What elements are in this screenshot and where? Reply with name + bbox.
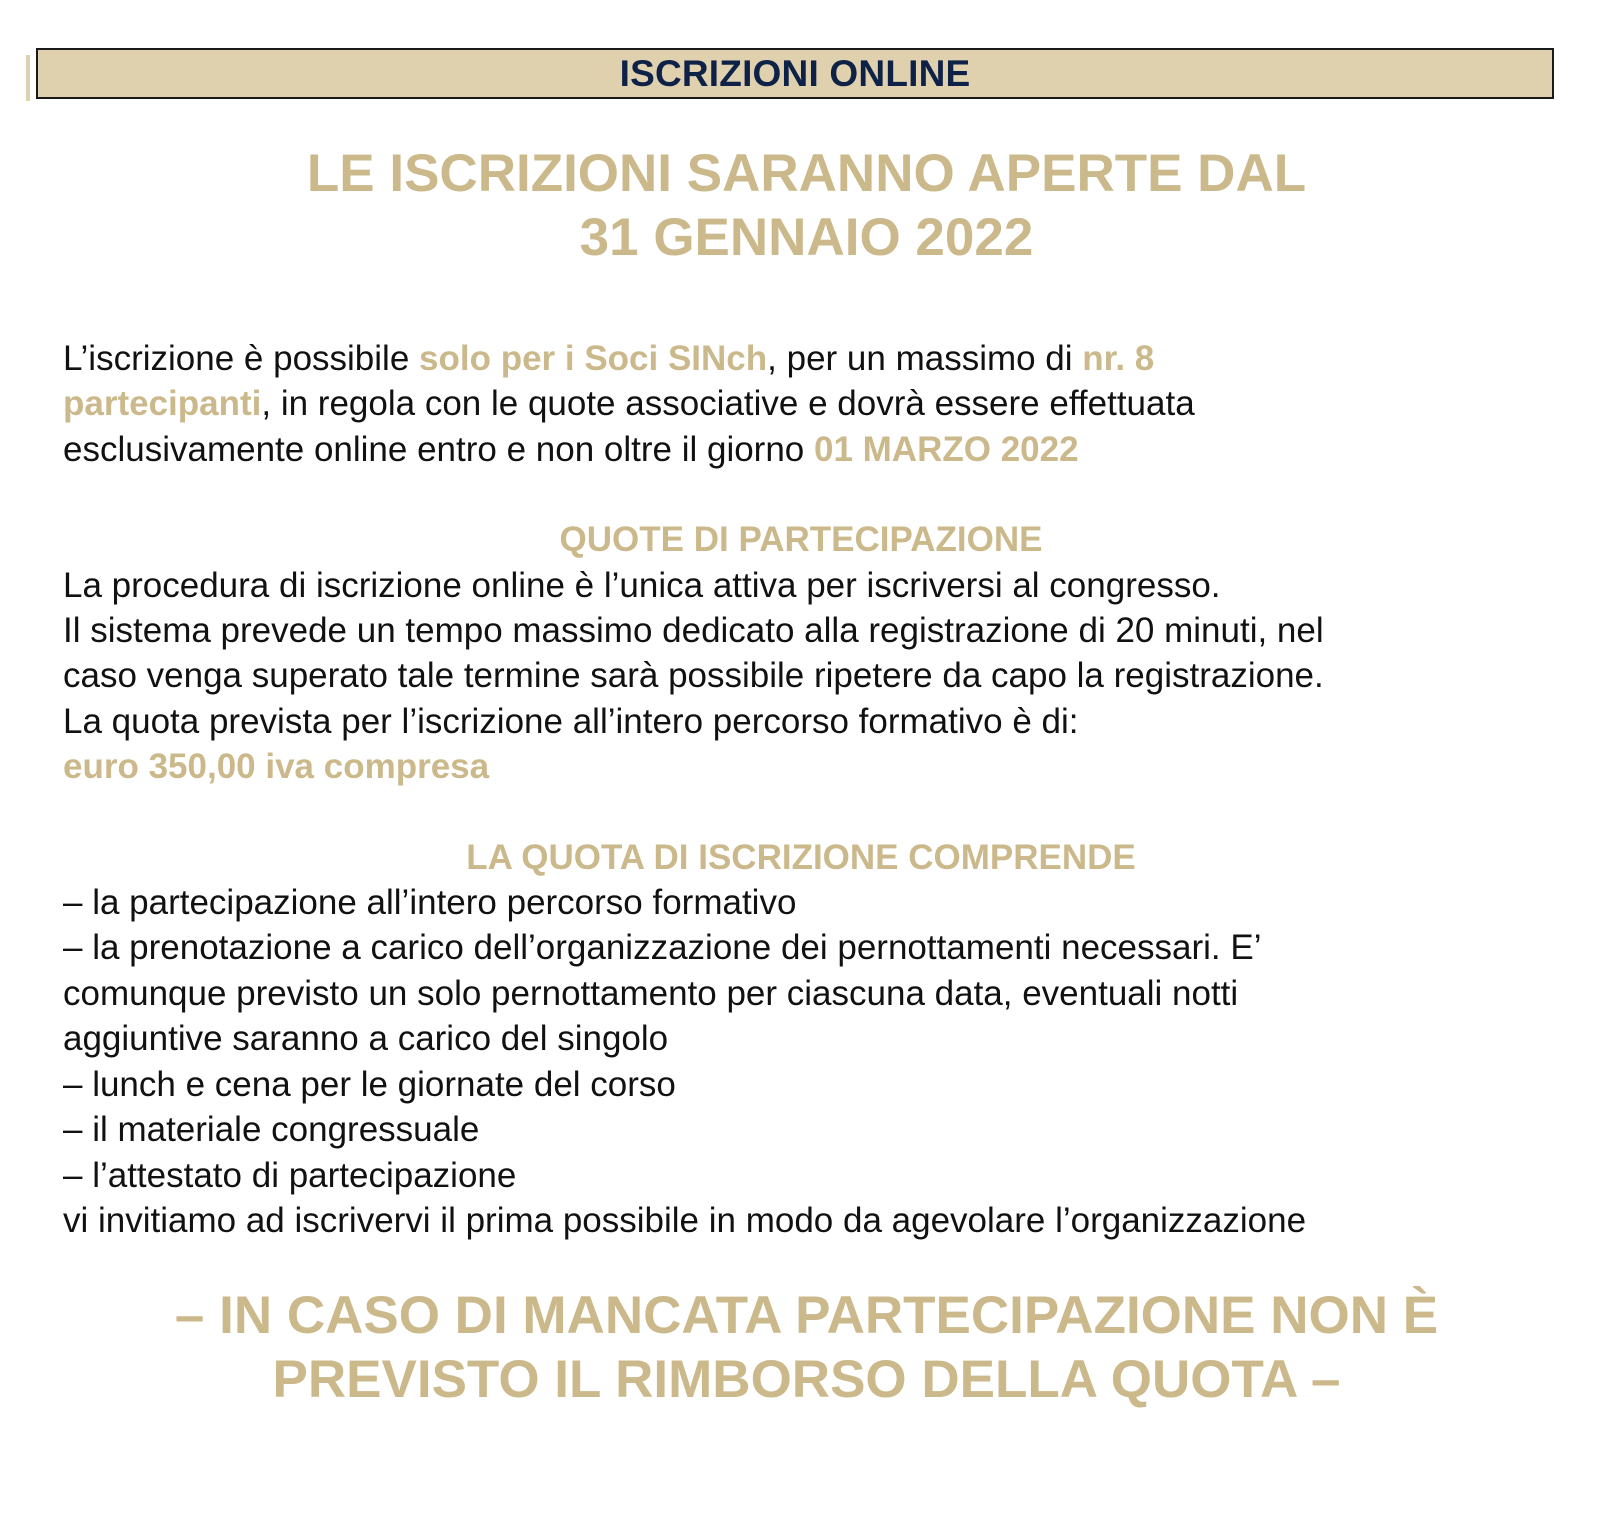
includes-line: – la prenotazione a carico dell’organizzazione dei pernottamenti necessari. E’	[63, 928, 1262, 968]
main-heading-line-1: LE ISCRIZIONI SARANNO APERTE DAL	[306, 144, 1307, 203]
footer-heading	[0, 1284, 1613, 1412]
intro-line-2	[63, 381, 1563, 426]
header-title: ISCRIZIONI ONLINE	[619, 52, 971, 94]
includes-closing-line: vi invitiamo ad iscrivervi il prima possibile in modo da agevolare l’organizzazione	[63, 1200, 1307, 1240]
intro-line-3	[63, 427, 1563, 472]
includes-line: – il materiale congressuale	[63, 1110, 480, 1150]
header-left-accent	[26, 55, 30, 101]
quote-line: caso venga superato tale termine sarà possibile ripetere da capo la registrazione.	[63, 656, 1324, 696]
intro-paragraph	[63, 336, 1563, 472]
intro-highlight-partecipanti: partecipanti	[63, 384, 262, 424]
intro-text-3: , in regola con le quote associative e dovrà essere effettuata	[261, 384, 1195, 424]
includes-section-body	[63, 880, 1563, 1243]
intro-highlight-deadline: 01 MARZO 2022	[814, 429, 1079, 469]
intro-line-1	[63, 336, 1563, 381]
quote-line: Il sistema prevede un tempo massimo dedicato alla registrazione di 20 minuti, nel	[63, 611, 1324, 651]
includes-line: – la partecipazione all’intero percorso formativo	[63, 883, 797, 923]
content-body	[63, 336, 1563, 1243]
quote-price: euro 350,00 iva compresa	[63, 747, 490, 787]
includes-line: – l’attestato di partecipazione	[63, 1155, 517, 1195]
intro-highlight-soci: solo per i Soci SINch	[419, 339, 768, 378]
includes-line: comunque previsto un solo pernottamento per ciascuna data, eventuali notti	[63, 973, 1239, 1013]
intro-text-1: L’iscrizione è possibile	[63, 339, 420, 378]
includes-section-title: LA QUOTA DI ISCRIZIONE COMPRENDE	[466, 837, 1136, 877]
footer-heading-line-2: PREVISTO IL RIMBORSO DELLA QUOTA –	[272, 1350, 1341, 1409]
main-heading	[0, 142, 1613, 270]
quote-section-title: QUOTE DI PARTECIPAZIONE	[559, 520, 1043, 560]
quote-line: La quota prevista per l’iscrizione all’intero percorso formativo è di:	[63, 701, 1079, 741]
quote-section-body	[63, 563, 1563, 790]
includes-line: – lunch e cena per le giornate del corso	[63, 1064, 676, 1104]
includes-line: aggiuntive saranno a carico del singolo	[63, 1019, 669, 1059]
intro-text-2: , per un massimo di	[767, 339, 1083, 378]
quote-line: La procedura di iscrizione online è l’unica attiva per iscriversi al congresso.	[63, 565, 1221, 605]
header-band	[36, 48, 1554, 99]
main-heading-line-2: 31 GENNAIO 2022	[579, 208, 1034, 267]
footer-heading-line-1: – IN CASO DI MANCATA PARTECIPAZIONE NON È	[174, 1286, 1439, 1345]
intro-highlight-nr: nr. 8	[1082, 339, 1155, 378]
intro-text-4: esclusivamente online entro e non oltre il giorno	[63, 429, 814, 469]
